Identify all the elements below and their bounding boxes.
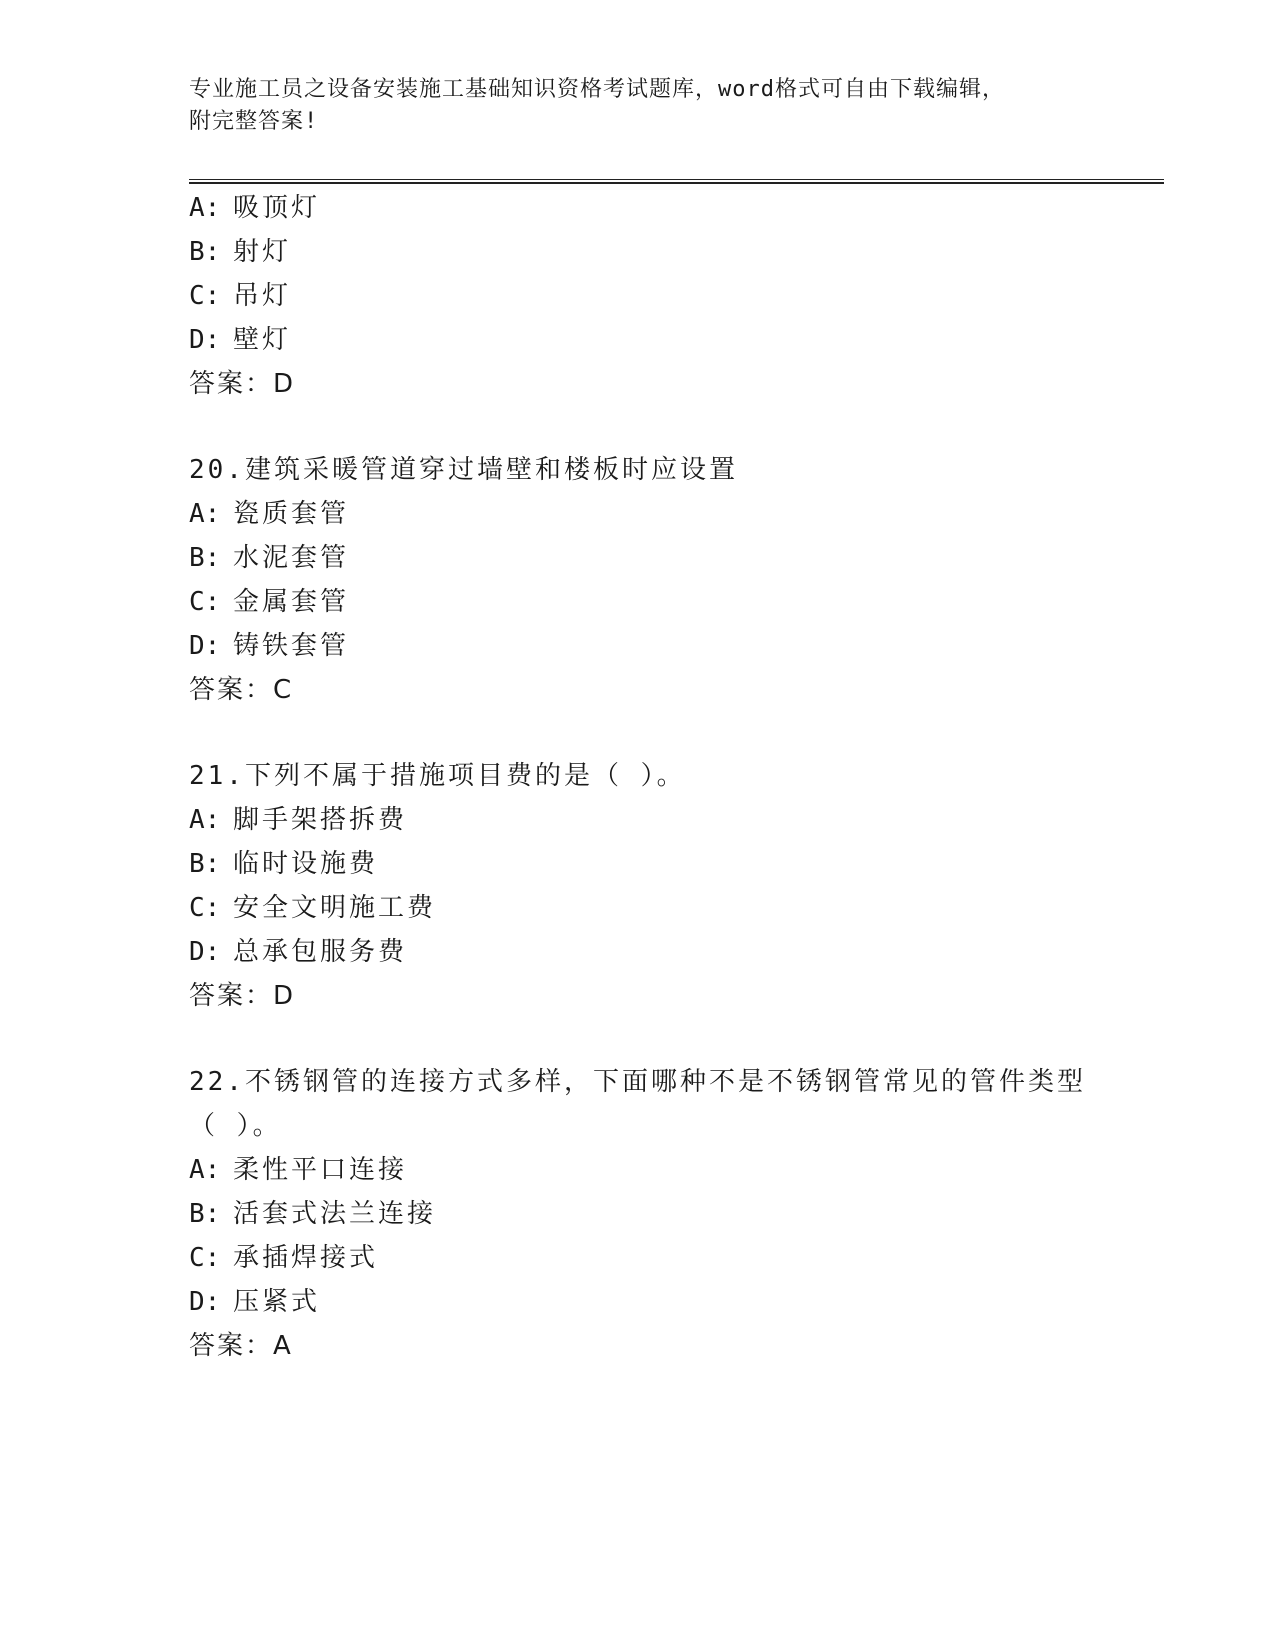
q19-option-b: B: 射灯 bbox=[189, 237, 292, 267]
q19-option-d: D: 壁灯 bbox=[189, 325, 292, 355]
q22-answer: 答案：A bbox=[189, 1331, 293, 1361]
q22-option-c: C: 承插焊接式 bbox=[189, 1243, 379, 1273]
q21-option-a: A: 脚手架搭拆费 bbox=[189, 805, 408, 835]
q20-option-d: D: 铸铁套管 bbox=[189, 631, 350, 661]
q21-option-b: B: 临时设施费 bbox=[189, 849, 379, 879]
q22-option-d: D: 压紧式 bbox=[189, 1287, 321, 1317]
q21-option-c: C: 安全文明施工费 bbox=[189, 893, 437, 923]
q22-question: 22.不锈钢管的连接方式多样，下面哪种不是不锈钢管常见的管件类型 bbox=[189, 1067, 1086, 1097]
q22-question-continued: （ ）。 bbox=[189, 1111, 282, 1141]
q19-option-c: C: 吊灯 bbox=[189, 281, 292, 311]
q22-option-a: A: 柔性平口连接 bbox=[189, 1155, 408, 1185]
q20-option-c: C: 金属套管 bbox=[189, 587, 350, 617]
q22-option-b: B: 活套式法兰连接 bbox=[189, 1199, 437, 1229]
q19-option-a: A: 吸顶灯 bbox=[189, 193, 321, 223]
header-divider bbox=[189, 179, 1164, 184]
q21-question: 21.下列不属于措施项目费的是（ ）。 bbox=[189, 761, 686, 791]
q21-answer: 答案：D bbox=[189, 981, 296, 1011]
q20-answer: 答案：C bbox=[189, 675, 294, 705]
header-line-1: 专业施工员之设备安装施工基础知识资格考试题库，word格式可自由下载编辑， bbox=[189, 77, 1005, 102]
document-header bbox=[189, 74, 1089, 138]
q19-answer: 答案：D bbox=[189, 369, 296, 399]
q20-question: 20.建筑采暖管道穿过墙壁和楼板时应设置 bbox=[189, 455, 738, 485]
q20-option-b: B: 水泥套管 bbox=[189, 543, 350, 573]
header-line-2: 附完整答案! bbox=[189, 109, 319, 134]
q20-option-a: A: 瓷质套管 bbox=[189, 499, 350, 529]
q21-option-d: D: 总承包服务费 bbox=[189, 937, 408, 967]
